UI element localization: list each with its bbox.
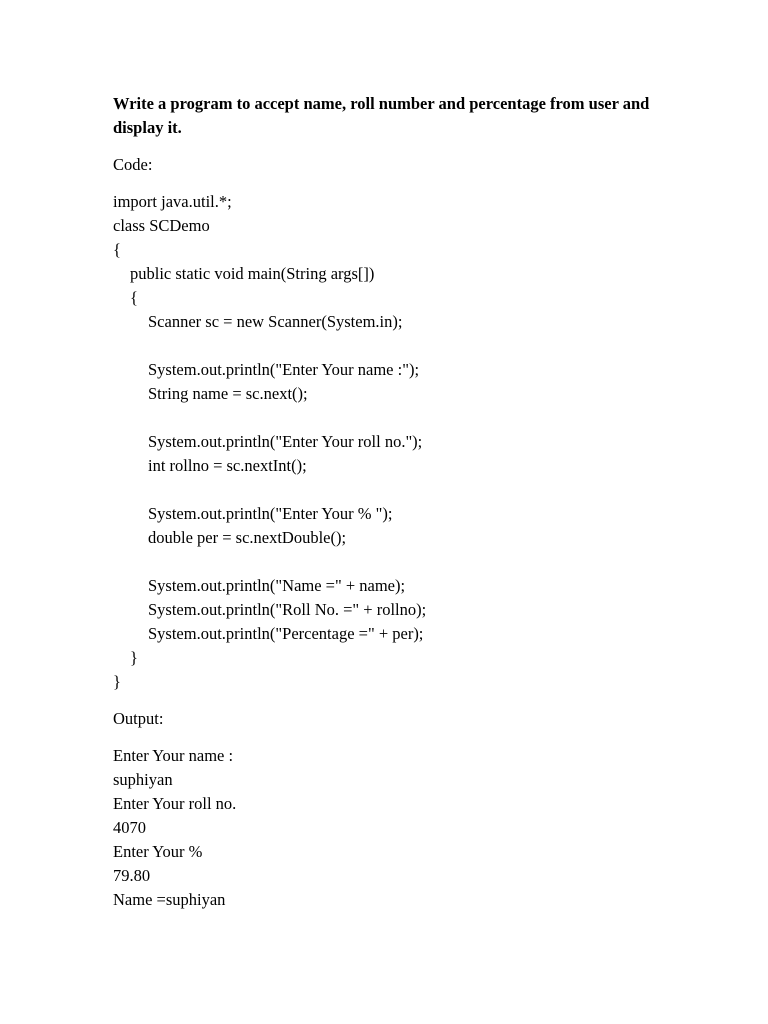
code-line: int rollno = sc.nextInt(); bbox=[148, 456, 307, 475]
output-line: Name =suphiyan bbox=[113, 890, 226, 909]
output-label: Output: bbox=[113, 709, 164, 728]
output-line: 79.80 bbox=[113, 866, 151, 885]
code-line: String name = sc.next(); bbox=[148, 384, 308, 403]
code-line: Scanner sc = new Scanner(System.in); bbox=[148, 312, 403, 331]
code-line bbox=[113, 478, 673, 502]
document-title: Write a program to accept name, roll number and percentage from user and display it. bbox=[113, 94, 650, 137]
code-line bbox=[113, 334, 673, 358]
code-line: class SCDemo bbox=[113, 216, 210, 235]
code-line: { bbox=[113, 240, 121, 259]
output-line: Enter Your roll no. bbox=[113, 794, 237, 813]
code-line: import java.util.*; bbox=[113, 192, 232, 211]
code-line: System.out.println("Percentage =" + per); bbox=[148, 624, 424, 643]
code-line: double per = sc.nextDouble(); bbox=[148, 528, 347, 547]
output-line: suphiyan bbox=[113, 770, 173, 789]
code-line: System.out.println("Enter Your name :"); bbox=[148, 360, 420, 379]
code-line: System.out.println("Name =" + name); bbox=[148, 576, 406, 595]
code-line: } bbox=[113, 672, 121, 691]
code-line: } bbox=[130, 648, 138, 667]
code-block bbox=[113, 190, 673, 694]
output-block bbox=[113, 744, 673, 912]
code-line: System.out.println("Enter Your roll no."); bbox=[148, 432, 423, 451]
code-line: public static void main(String args[]) bbox=[130, 264, 375, 283]
code-line: { bbox=[130, 288, 138, 307]
code-line bbox=[113, 550, 673, 574]
output-line: Enter Your name : bbox=[113, 746, 234, 765]
code-line: System.out.println("Enter Your % "); bbox=[148, 504, 393, 523]
code-label: Code: bbox=[113, 155, 153, 174]
output-line: Enter Your % bbox=[113, 842, 203, 861]
code-line: System.out.println("Roll No. =" + rollno); bbox=[148, 600, 427, 619]
code-line bbox=[113, 406, 673, 430]
output-line: 4070 bbox=[113, 818, 146, 837]
document-page bbox=[113, 92, 673, 912]
